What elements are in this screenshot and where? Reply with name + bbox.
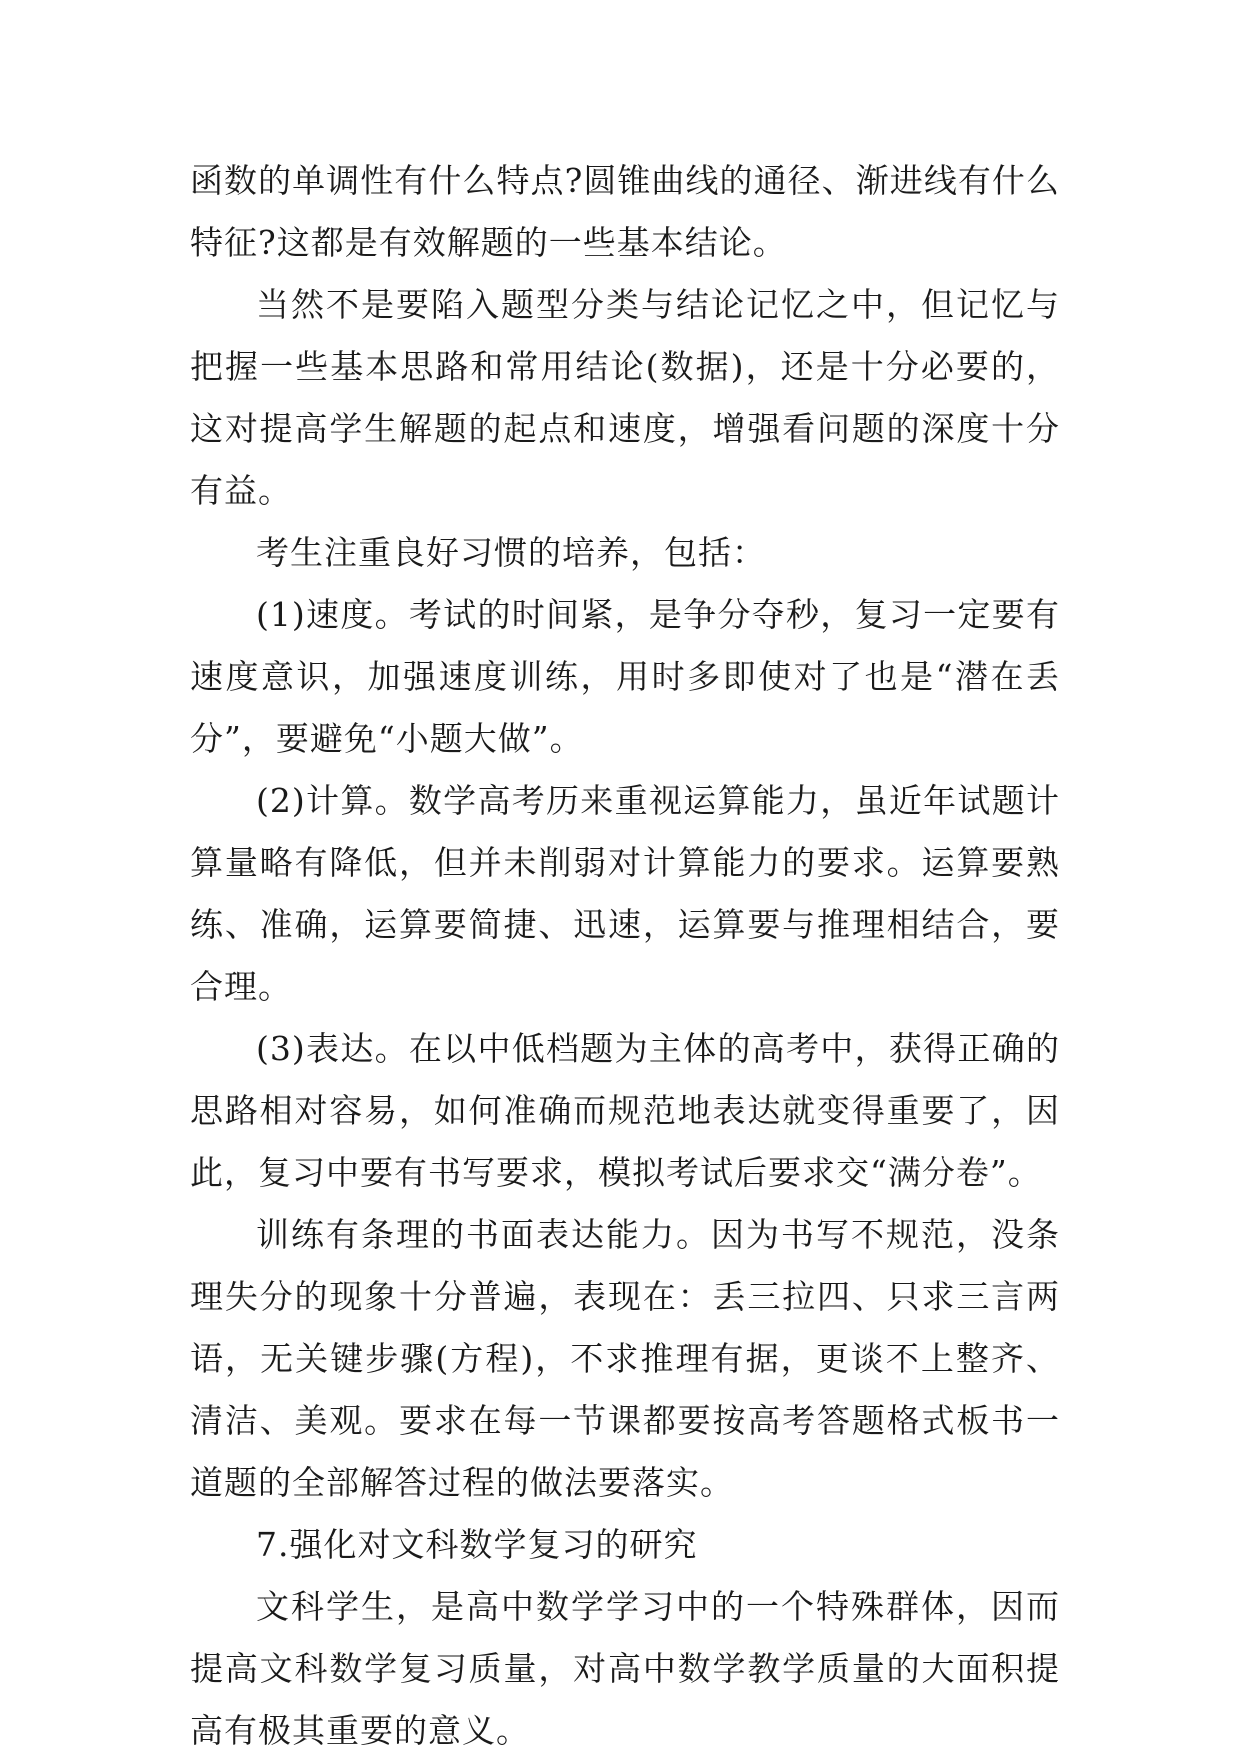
paragraph: 文科学生，是高中数学学习中的一个特殊群体，因而提高文科数学复习质量，对高中数学教学质量的大面积提高有极其重要的意义。: [190, 1587, 1060, 1750]
section-heading: 7.强化对文科数学复习的研究: [256, 1525, 698, 1564]
document-body: [190, 150, 1060, 1762]
paragraph: (2)计算。数学高考历来重视运算能力，虽近年试题计算量略有降低，但并未削弱对计算能力的要求。运算要熟练、准确，运算要简捷、迅速，运算要与推理相结合，要合理。: [190, 781, 1060, 1006]
paragraph: 当然不是要陷入题型分类与结论记忆之中，但记忆与把握一些基本思路和常用结论(数据)，还是十分必要的，这对提高学生解题的起点和速度，增强看问题的深度十分有益。: [190, 285, 1060, 510]
paragraph: (1)速度。考试的时间紧，是争分夺秒，复习一定要有速度意识，加强速度训练，用时多即使对了也是“潜在丢分”，要避免“小题大做”。: [190, 595, 1060, 758]
paragraph: 训练有条理的书面表达能力。因为书写不规范，没条理失分的现象十分普遍，表现在：丢三拉四、只求三言两语，无关键步骤(方程)，不求推理有据，更谈不上整齐、清洁、美观。要求在每一节课都要按高考答题格式板书一道题的全部解答过程的做法要落实。: [190, 1215, 1060, 1502]
paragraph: (3)表达。在以中低档题为主体的高考中，获得正确的思路相对容易，如何准确而规范地表达就变得重要了，因此，复习中要有书写要求，模拟考试后要求交“满分卷”。: [190, 1029, 1060, 1192]
paragraph: 考生注重良好习惯的培养，包括：: [256, 533, 766, 572]
paragraph: 函数的单调性有什么特点?圆锥曲线的通径、渐进线有什么特征?这都是有效解题的一些基本结论。: [190, 161, 1060, 262]
